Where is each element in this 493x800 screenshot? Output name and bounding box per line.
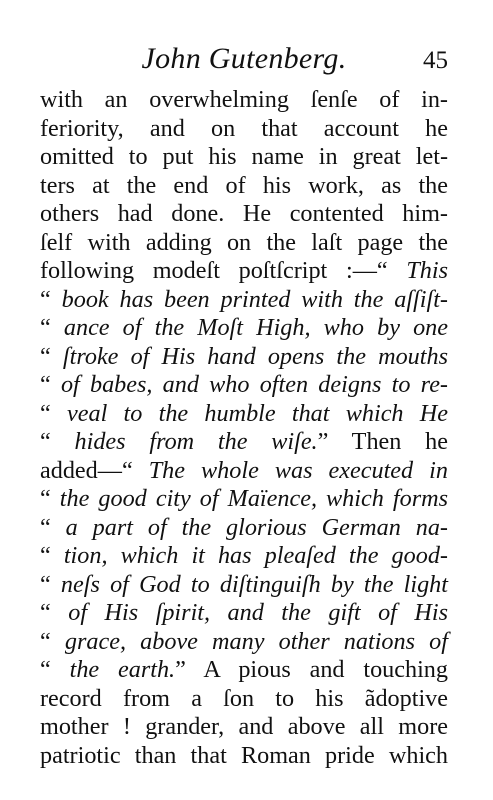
text-line <box>40 514 448 543</box>
text-line <box>40 172 448 201</box>
text-line <box>40 685 448 714</box>
text-segment: omitted to put his name in great let- <box>40 143 448 170</box>
italic-text-segment: a part of the glorious German na- <box>65 513 448 541</box>
text-segment: following modeſt poſtſcript :—“ <box>40 257 407 284</box>
text-segment: with an overwhelming ſenſe of in- <box>40 86 448 113</box>
running-title: John Gutenberg. <box>141 42 347 75</box>
text-line <box>40 742 448 771</box>
italic-text-segment: The whole was executed in <box>148 456 448 484</box>
italic-text-segment: hides from the wiſe. <box>74 428 318 455</box>
italic-text-segment: ance of the Moſt High, who by one <box>63 314 448 341</box>
italic-text-segment: of babes, and who often deigns to re- <box>60 371 448 398</box>
text-line <box>40 229 448 258</box>
text-segment: added—“ <box>40 456 149 484</box>
text-line <box>40 286 448 315</box>
text-line <box>40 656 448 685</box>
text-segment: “ <box>40 570 61 598</box>
italic-text-segment: tion, which it has pleaſed the good- <box>63 542 448 569</box>
italic-text-segment: grace, above many other nations of <box>64 627 448 655</box>
text-line <box>40 115 448 144</box>
text-segment: “ <box>40 656 70 683</box>
text-line <box>40 713 448 742</box>
text-line <box>40 485 448 514</box>
text-segment: ” A pious and touching <box>175 656 448 683</box>
book-page <box>40 36 448 770</box>
italic-text-segment: of His ſpirit, and the gift of His <box>68 599 448 626</box>
text-segment: “ <box>40 627 65 655</box>
text-segment: “ <box>40 542 64 569</box>
text-segment: “ <box>40 371 61 398</box>
running-head <box>40 36 448 86</box>
page-number: 45 <box>423 47 448 74</box>
text-line <box>40 628 448 657</box>
italic-text-segment: book has been printed with the aſſiſt- <box>61 285 448 313</box>
text-line <box>40 428 448 457</box>
text-line <box>40 200 448 229</box>
text-line <box>40 257 448 286</box>
text-segment: ters at the end of his work, as the <box>40 171 448 199</box>
text-line <box>40 314 448 343</box>
text-segment: “ <box>40 342 63 370</box>
text-line <box>40 143 448 172</box>
text-line <box>40 86 448 115</box>
text-segment: “ <box>40 599 69 626</box>
text-line <box>40 457 448 486</box>
text-line <box>40 571 448 600</box>
text-segment: “ <box>40 513 66 541</box>
text-segment: others had done. He contented him- <box>40 200 448 227</box>
text-segment: “ <box>40 285 62 313</box>
text-segment: record from a ſon to his ãdoptive <box>40 684 448 712</box>
text-line <box>40 343 448 372</box>
text-segment: “ <box>40 399 67 427</box>
text-line <box>40 371 448 400</box>
text-segment: “ <box>40 314 64 341</box>
text-segment: ” Then he <box>317 428 448 455</box>
text-segment: “ <box>40 485 60 512</box>
text-line <box>40 599 448 628</box>
text-segment: patriotic than that Roman pride which <box>40 741 448 769</box>
text-segment: feriority, and on that account he <box>40 114 448 142</box>
text-line <box>40 400 448 429</box>
body-text <box>40 86 448 770</box>
text-segment: mother ! grander, and above all more <box>40 713 448 740</box>
italic-text-segment: the earth. <box>69 656 176 683</box>
text-line <box>40 542 448 571</box>
italic-text-segment: the good city of Maïence, which forms <box>59 485 448 512</box>
italic-text-segment: veal to the humble that which He <box>67 399 448 427</box>
text-segment: ſelf with adding on the laſt page the <box>40 228 448 256</box>
italic-text-segment: neſs of God to diſtinguiſh by the light <box>60 570 448 598</box>
italic-text-segment: This <box>406 257 448 284</box>
text-segment: “ <box>40 428 75 455</box>
italic-text-segment: ſtroke of His hand opens the mouths <box>62 342 448 370</box>
